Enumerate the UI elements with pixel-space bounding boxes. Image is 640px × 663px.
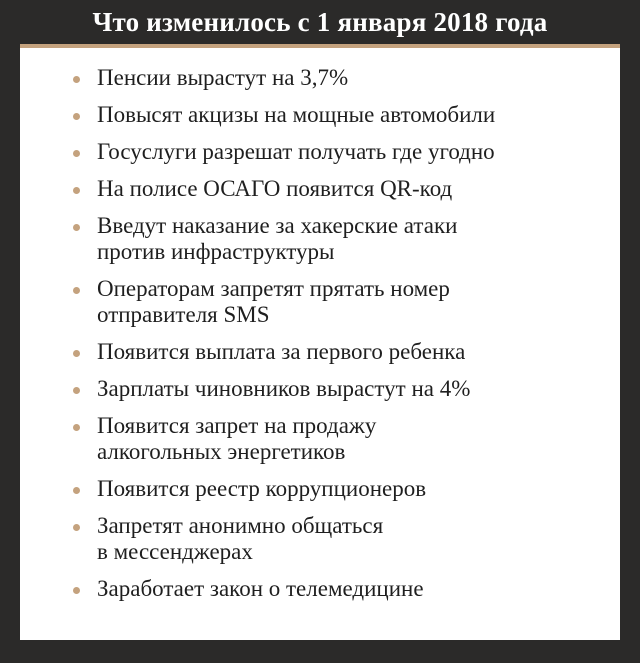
list-item	[20, 176, 620, 202]
list-item-text: Повысят акцизы на мощные автомобили	[97, 102, 496, 127]
list-item	[20, 213, 620, 265]
list-item	[20, 476, 620, 502]
list-item	[20, 513, 620, 565]
bullet-icon	[73, 387, 80, 394]
bullet-icon	[73, 150, 80, 157]
list-item	[20, 376, 620, 402]
list-item-text: Госуслуги разрешат получать где угодно	[97, 139, 495, 164]
list-item	[20, 413, 620, 465]
bullet-icon	[73, 224, 80, 231]
list-item-text: Появится выплата за первого ребенка	[97, 339, 466, 364]
list-item-text-continued: в мессенджерах	[97, 539, 253, 564]
list-item-text: Появится запрет на продажу	[97, 413, 377, 438]
list-item-text: Зарплаты чиновников вырастут на 4%	[97, 376, 471, 401]
list-item	[20, 139, 620, 165]
list-item-text: Появится реестр коррупционеров	[97, 476, 427, 501]
list-item	[20, 276, 620, 328]
bullet-icon	[73, 587, 80, 594]
bullet-icon	[73, 350, 80, 357]
bullet-icon	[73, 424, 80, 431]
bullet-icon	[73, 524, 80, 531]
list-item	[20, 576, 620, 602]
list-item-text: Заработает закон о телемедицине	[97, 576, 424, 601]
bullet-icon	[73, 113, 80, 120]
list-item	[20, 65, 620, 91]
list-item-text-continued: алкогольных энергетиков	[97, 439, 346, 464]
header-bar	[0, 0, 640, 44]
list-item-text: Запретят анонимно общаться	[97, 513, 384, 538]
bullet-icon	[73, 287, 80, 294]
list-item	[20, 102, 620, 128]
page-title: Что изменилось с 1 января 2018 года	[92, 6, 548, 37]
list-item-text-continued: против инфраструктуры	[97, 239, 335, 264]
list-item-text-continued: отправителя SMS	[97, 302, 270, 327]
list-item	[20, 339, 620, 365]
list-item-text: Операторам запретят прятать номер	[97, 276, 450, 301]
list-item-text: Введут наказание за хакерские атаки	[97, 213, 458, 238]
content-panel	[20, 44, 620, 640]
bullet-icon	[73, 187, 80, 194]
list-item-text: Пенсии вырастут на 3,7%	[97, 65, 349, 90]
changes-list	[20, 65, 620, 613]
bullet-icon	[73, 487, 80, 494]
list-item-text: На полисе ОСАГО появится QR-код	[97, 176, 453, 201]
bullet-icon	[73, 76, 80, 83]
